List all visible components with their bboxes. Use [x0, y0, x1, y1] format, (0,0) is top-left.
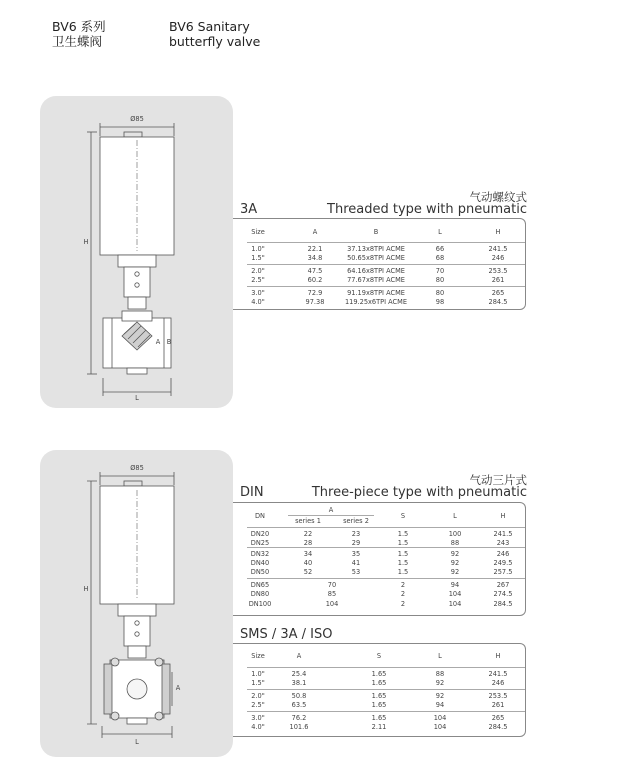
table-divider	[247, 711, 525, 712]
table-cell: 1.65	[371, 714, 387, 722]
table-cell: 50.8	[291, 692, 307, 700]
table-divider	[247, 242, 525, 243]
name-cn: 卫生蝶阀	[52, 34, 103, 49]
table-cell: 60.2	[307, 276, 323, 284]
table-cell: 4.0"	[251, 298, 265, 306]
table-cell: DN80	[250, 590, 270, 598]
table-cell: 2	[400, 600, 406, 608]
height-label: H	[83, 238, 89, 246]
table-cell: 4.0"	[251, 723, 265, 731]
table-cell: 92	[435, 679, 445, 687]
col-header-h: H	[500, 512, 506, 520]
table-cell: 63.5	[291, 701, 307, 709]
table-cell: 92	[450, 550, 460, 558]
table-cell: DN65	[250, 581, 270, 589]
table-cell: 274.5	[493, 590, 513, 598]
table-cell: DN50	[250, 568, 270, 576]
col-header-l: L	[453, 512, 457, 520]
table-cell: 284.5	[488, 298, 508, 306]
table-cell: 101.6	[289, 723, 309, 731]
sms-standard-label: SMS / 3A / ISO	[240, 627, 333, 642]
table-cell: DN32	[250, 550, 270, 558]
l-label: L	[135, 738, 139, 746]
table-cell: 92	[450, 568, 460, 576]
col-header-l: L	[438, 652, 442, 660]
table-cell: 76.2	[291, 714, 307, 722]
threaded-valve-drawing-panel	[40, 96, 233, 408]
table-cell: 64.16x8TPI ACME	[347, 267, 405, 275]
series-cn: BV6 系列	[52, 19, 106, 34]
table-cell: 265	[491, 714, 505, 722]
table-cell: 2.5"	[251, 701, 265, 709]
table-cell: 88	[435, 670, 445, 678]
din-spec-table	[233, 502, 526, 616]
table-cell: 2	[400, 590, 406, 598]
table-cell: 1.5"	[251, 254, 265, 262]
col-header-s: S	[400, 512, 406, 520]
table-cell: 80	[435, 289, 445, 297]
table-cell: 2.0"	[251, 692, 265, 700]
table-cell: 97.38	[305, 298, 325, 306]
col-header-s: S	[376, 652, 382, 660]
table-cell: 2.5"	[251, 276, 265, 284]
table-cell: 68	[435, 254, 445, 262]
table-cell: 22.1	[307, 245, 323, 253]
col-header-a: A	[312, 228, 318, 236]
table-cell: 98	[435, 298, 445, 306]
col-header-a: A	[296, 652, 302, 660]
table-cell: 70	[435, 267, 445, 275]
table-cell: DN40	[250, 559, 270, 567]
table-cell: 1.65	[371, 692, 387, 700]
table-cell: 29	[351, 539, 361, 547]
table-cell: 3.0"	[251, 714, 265, 722]
table-cell: 91.19x8TPI ACME	[347, 289, 405, 297]
table-cell: 2.11	[371, 723, 387, 731]
sub-header-series-2: series 2	[343, 517, 369, 525]
col-header-size: Size	[251, 228, 265, 236]
height-label: H	[83, 585, 89, 593]
col-header-l: L	[438, 228, 442, 236]
table-cell: 267	[496, 581, 510, 589]
table-cell: 35	[351, 550, 361, 558]
table-cell: 47.5	[307, 267, 323, 275]
table-cell: 241.5	[488, 670, 508, 678]
col-header-h: H	[495, 228, 501, 236]
table-cell: 249.5	[493, 559, 513, 567]
table-divider	[247, 527, 525, 528]
table-cell: 50.65x8TPI ACME	[347, 254, 405, 262]
table-cell: 70	[327, 581, 337, 589]
table-divider	[247, 689, 525, 690]
table-cell: 104	[448, 590, 462, 598]
col-header-h: H	[495, 652, 501, 660]
table-cell: 92	[435, 692, 445, 700]
table-cell: 100	[448, 530, 462, 538]
table-cell: 28	[303, 539, 313, 547]
threaded-standard-label: 3A	[240, 202, 258, 217]
table-cell: 241.5	[488, 245, 508, 253]
table-cell: 40	[303, 559, 313, 567]
table-cell: 37.13x8TPI ACME	[347, 245, 405, 253]
table-divider	[247, 578, 525, 579]
three-piece-title-cn: 气动三片式	[469, 473, 527, 487]
sub-header-series-1: series 1	[295, 517, 321, 525]
table-cell: 25.4	[291, 670, 307, 678]
table-cell: 119.25x6TPI ACME	[344, 298, 408, 306]
table-cell: 52	[303, 568, 313, 576]
threaded-valve-drawing	[40, 96, 233, 408]
din-standard-label: DIN	[240, 485, 264, 500]
table-cell: 1.65	[371, 701, 387, 709]
table-cell: 2.0"	[251, 267, 265, 275]
table-cell: 104	[433, 714, 447, 722]
table-cell: 2	[400, 581, 406, 589]
table-divider	[247, 264, 525, 265]
table-cell: 22	[303, 530, 313, 538]
table-cell: 246	[496, 550, 510, 558]
table-cell: 23	[351, 530, 361, 538]
table-cell: 1.5	[397, 550, 409, 558]
table-cell: 94	[450, 581, 460, 589]
table-cell: 34.8	[307, 254, 323, 262]
table-divider	[247, 286, 525, 287]
table-cell: 88	[450, 539, 460, 547]
table-cell: 104	[433, 723, 447, 731]
table-cell: 1.5	[397, 568, 409, 576]
table-cell: 246	[491, 679, 505, 687]
table-cell: 85	[327, 590, 337, 598]
table-cell: 34	[303, 550, 313, 558]
series-divider	[288, 515, 374, 516]
diameter-label: Ø85	[130, 464, 144, 472]
table-cell: 104	[325, 600, 339, 608]
table-cell: 1.0"	[251, 670, 265, 678]
table-cell: 1.65	[371, 670, 387, 678]
three-piece-valve-drawing	[40, 450, 233, 757]
table-cell: 53	[351, 568, 361, 576]
table-cell: 253.5	[488, 267, 508, 275]
table-cell: 41	[351, 559, 361, 567]
table-cell: 253.5	[488, 692, 508, 700]
table-cell: DN20	[250, 530, 270, 538]
table-cell: 1.5"	[251, 679, 265, 687]
table-cell: DN25	[250, 539, 270, 547]
table-cell: 72.9	[307, 289, 323, 297]
l-label: L	[135, 394, 139, 402]
table-cell: 1.0"	[251, 245, 265, 253]
table-cell: DN100	[248, 600, 272, 608]
table-cell: 1.5	[397, 530, 409, 538]
table-divider	[247, 547, 525, 548]
threaded-title-en: Threaded type with pneumatic	[327, 202, 527, 217]
b-label: B	[166, 338, 172, 346]
table-cell: 104	[448, 600, 462, 608]
col-header-dn: DN	[254, 512, 265, 520]
name-en: butterfly valve	[169, 34, 261, 49]
three-piece-title-en: Three-piece type with pneumatic	[311, 485, 527, 500]
table-cell: 265	[491, 289, 505, 297]
table-cell: 94	[435, 701, 445, 709]
table-cell: 241.5	[493, 530, 513, 538]
table-divider	[247, 667, 525, 668]
three-piece-valve-drawing-panel	[40, 450, 233, 757]
table-cell: 1.5	[397, 559, 409, 567]
table-cell: 80	[435, 276, 445, 284]
table-cell: 1.65	[371, 679, 387, 687]
threaded-title-cn: 气动螺纹式	[469, 190, 527, 204]
table-cell: 3.0"	[251, 289, 265, 297]
table-cell: 1.5	[397, 539, 409, 547]
table-cell: 284.5	[493, 600, 513, 608]
table-cell: 66	[435, 245, 445, 253]
a-label: A	[155, 338, 161, 346]
table-cell: 261	[491, 276, 505, 284]
table-cell: 92	[450, 559, 460, 567]
table-cell: 77.67x8TPI ACME	[347, 276, 405, 284]
table-cell: 38.1	[291, 679, 307, 687]
table-cell: 246	[491, 254, 505, 262]
col-header-size: Size	[251, 652, 265, 660]
table-cell: 261	[491, 701, 505, 709]
table-cell: 284.5	[488, 723, 508, 731]
table-cell: 257.5	[493, 568, 513, 576]
col-header-a: A	[328, 506, 334, 514]
diameter-label: Ø85	[130, 115, 144, 123]
a-label: A	[175, 684, 181, 692]
col-header-b: B	[373, 228, 379, 236]
table-cell: 243	[496, 539, 510, 547]
series-en: BV6 Sanitary	[169, 19, 250, 34]
